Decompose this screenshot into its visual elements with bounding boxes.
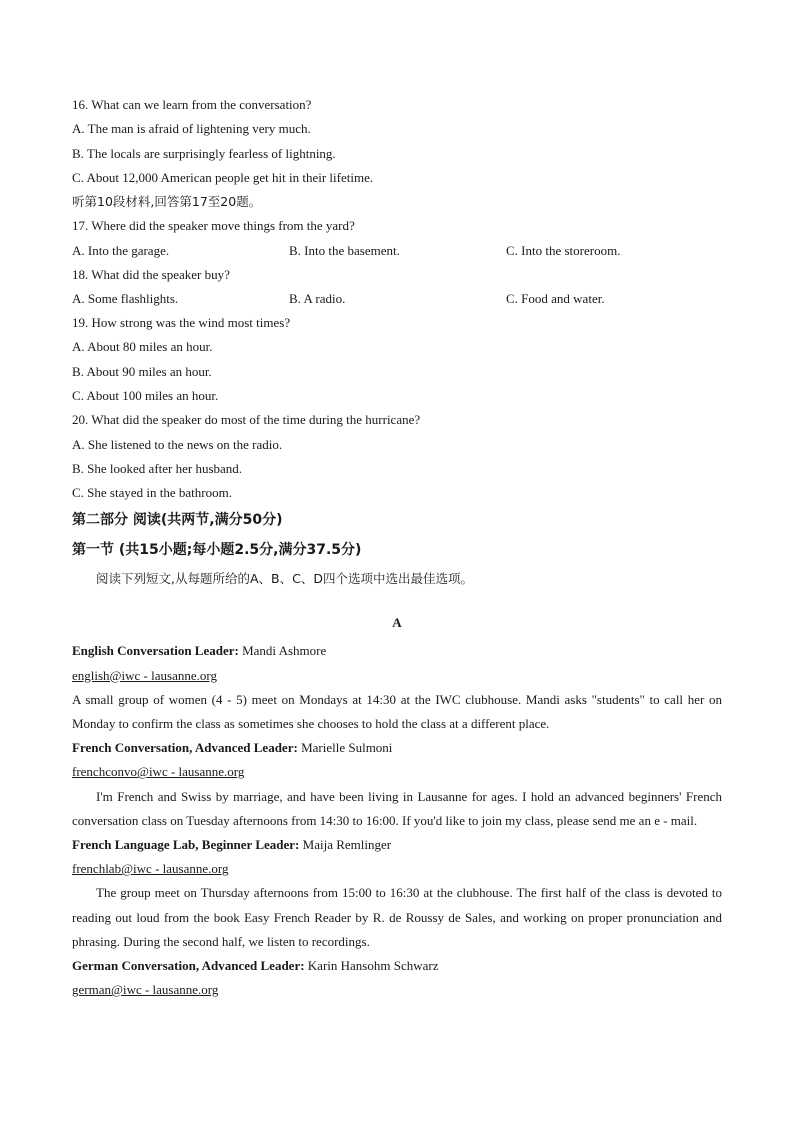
email-link[interactable]: german@iwc - lausanne.org (72, 982, 219, 998)
question-20-option-c: C. She stayed in the bathroom. (72, 485, 232, 501)
question-18-stem: 18. What did the speaker buy? (72, 266, 230, 282)
question-17-option-a: A. Into the garage. (72, 242, 170, 258)
question-16-stem: 16. What can we learn from the conversation? (72, 97, 312, 112)
entry-english-leader (72, 639, 722, 663)
question-18-option-c: C. Food and water. (506, 291, 605, 307)
leader-name: Marielle Sulmoni (297, 740, 393, 756)
question-20-stem: 20. What did the speaker do most of the time during the hurricane? (72, 412, 421, 428)
email-link[interactable]: frenchconvo@iwc - lausanne.org (72, 764, 245, 780)
question-16-option-a: A. The man is afraid of lightening very much. (72, 121, 311, 137)
question-19-option-a: A. About 80 miles an hour. (72, 339, 213, 355)
leader-name: Maija Remlinger (299, 837, 392, 853)
entry-body: I'm French and Swiss by marriage, and have been living in Lausanne for ages. I hold an advanced beginners' French conversation class on Tuesday afternoons from 14:30 to 16:00. If you'd like to join my class, please send me an e - mail. (72, 788, 722, 828)
entry-title: English Conversation Leader: (72, 643, 239, 659)
entry-title: German Conversation, Advanced Leader: (72, 958, 305, 973)
leader-name: Karin Hansohm Schwarz (304, 958, 439, 973)
question-18-option-b: B. A radio. (289, 291, 346, 307)
question-16-option-b: B. The locals are surprisingly fearless of lightning. (72, 145, 336, 161)
question-17-option-b: B. Into the basement. (289, 242, 400, 258)
entry-french-lab-leader (72, 833, 722, 857)
question-19-stem: 19. How strong was the wind most times? (72, 315, 291, 331)
question-17-stem: 17. Where did the speaker move things from the yard? (72, 218, 355, 234)
entry-french-conversation-leader (72, 736, 722, 760)
section1-heading: 第一节 (共15小题;每小题2.5分,满分37.5分) (72, 542, 362, 559)
entry-german-leader (72, 954, 722, 978)
email-link[interactable]: frenchlab@iwc - lausanne.org (72, 861, 229, 877)
email-link[interactable]: english@iwc - lausanne.org (72, 667, 217, 683)
entry-body: The group meet on Thursday afternoons from 15:00 to 16:30 at the clubhouse. The first half of the class is devoted to reading out loud from the book Easy French Reader by R. de Roussy de Sales, and working on proper pronunciation and phrasing. During the second half, we listen to recordings. (72, 885, 722, 949)
entry-title: French Language Lab, Beginner Leader: (72, 837, 300, 853)
question-16-option-c: C. About 12,000 American people get hit in their lifetime. (72, 169, 374, 185)
reading-instruction: 阅读下列短文,从每题所给的A、B、C、D四个选项中选出最佳选项。 (96, 571, 473, 587)
entry-body: A small group of women (4 - 5) meet on Mondays at 14:30 at the IWC clubhouse. Mandi asks "students" to call her on Monday to confirm the class as sometimes she chooses to hold the class at a different place. (72, 691, 722, 732)
question-20-option-a: A. She listened to the news on the radio. (72, 436, 283, 452)
question-17-option-c: C. Into the storeroom. (506, 242, 621, 258)
part2-heading: 第二部分 阅读(共两节,满分50分) (72, 512, 283, 529)
leader-name: Mandi Ashmore (238, 643, 327, 659)
material-note: 听第10段材料,回答第17至20题。 (72, 194, 262, 210)
entry-title: French Conversation, Advanced Leader: (72, 740, 298, 756)
passage-letter: A (392, 615, 402, 631)
question-18-options (72, 287, 722, 311)
question-19-option-c: C. About 100 miles an hour. (72, 387, 219, 403)
question-19-option-b: B. About 90 miles an hour. (72, 363, 212, 379)
exam-page (72, 93, 722, 1002)
question-17-options (72, 239, 722, 263)
question-18-option-a: A. Some flashlights. (72, 291, 179, 307)
question-20-option-b: B. She looked after her husband. (72, 460, 243, 476)
